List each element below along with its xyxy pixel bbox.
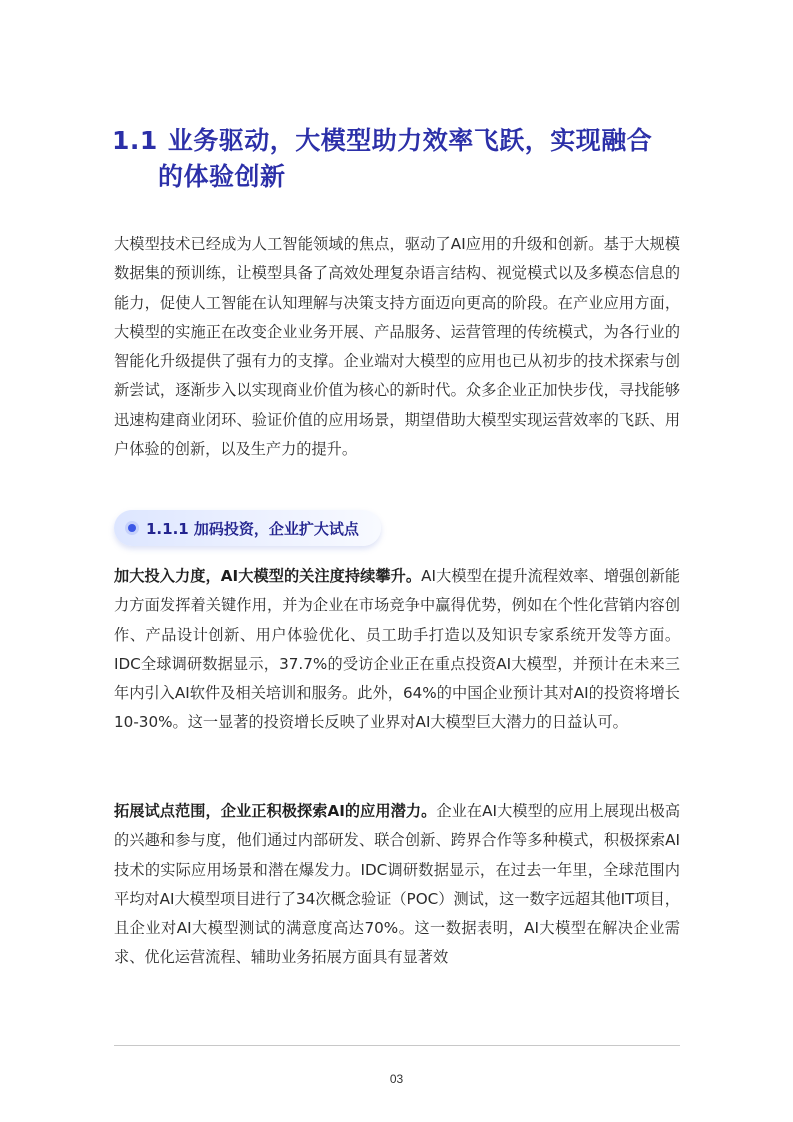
subsection-heading [114,510,381,546]
intro-paragraph: 大模型技术已经成为人工智能领域的焦点，驱动了AI应用的升级和创新。基于大规模数据集的预训练，让模型具备了高效处理复杂语言结构、视觉模式以及多模态信息的能力，促使人工智能在认知理解与决策支持方面迈向更高的阶段。在产业应用方面，大模型的实施正在改变企业业务开展、产品服务、运营管理的传统模式，为各行业的智能化升级提供了强有力的支撑。企业端对大模型的应用也已从初步的技术探索与创新尝试，逐渐步入以实现商业价值为核心的新时代。众多企业正加快步伐，寻找能够迅速构建商业闭环、验证价值的应用场景，期望借助大模型实现运营效率的飞跃、用户体验的创新，以及生产力的提升。 [114,235,680,459]
bullet-dot-icon [128,524,136,532]
page-number: 03 [389,1072,404,1086]
pilot-paragraph [114,797,680,973]
section-number: 1.1 [112,126,158,155]
investment-body: AI大模型在提升流程效率、增强创新能力方面发挥着关键作用，并为企业在市场竞争中赢得优势，例如在个性化营销内容创作、产品设计创新、用户体验优化、员工助手打造以及知识专家系统开发等方面。IDC全球调研数据显示，37.7%的受访企业正在重点投资AI大模型，并预计在未来三年内引入AI软件及相关培训和服务。此外，64%的中国企业预计其对AI的投资将增长10-30%。这一显著的投资增长反映了业界对AI大模型巨大潜力的日益认可。 [114,567,680,732]
investment-paragraph [114,562,680,738]
subsection-heading-text: 1.1.1 加码投资，企业扩大试点 [146,519,359,538]
pilot-lead: 拓展试点范围，企业正积极探索AI的应用潜力。 [114,802,437,820]
pilot-body: 企业在AI大模型的应用上展现出极高的兴趣和参与度，他们通过内部研发、联合创新、跨界合作等多种模式，积极探索AI技术的实际应用场景和潜在爆发力。IDC调研数据显示，在过去一年里，全球范围内平均对AI大模型项目进行了34次概念验证（POC）测试，这一数字远超其他IT项目，且企业对AI大模型测试的满意度高达70%。这一数据表明，AI大模型在解决企业需求、优化运营流程、辅助业务拓展方面具有显著效 [114,802,681,967]
investment-lead: 加大投入力度，AI大模型的关注度持续攀升。 [114,567,422,585]
section-title-line1: 业务驱动，大模型助力效率飞跃，实现融合 [167,126,653,155]
section-title [112,123,692,195]
footer-divider [114,1045,680,1046]
section-title-line2: 的体验创新 [158,162,286,191]
